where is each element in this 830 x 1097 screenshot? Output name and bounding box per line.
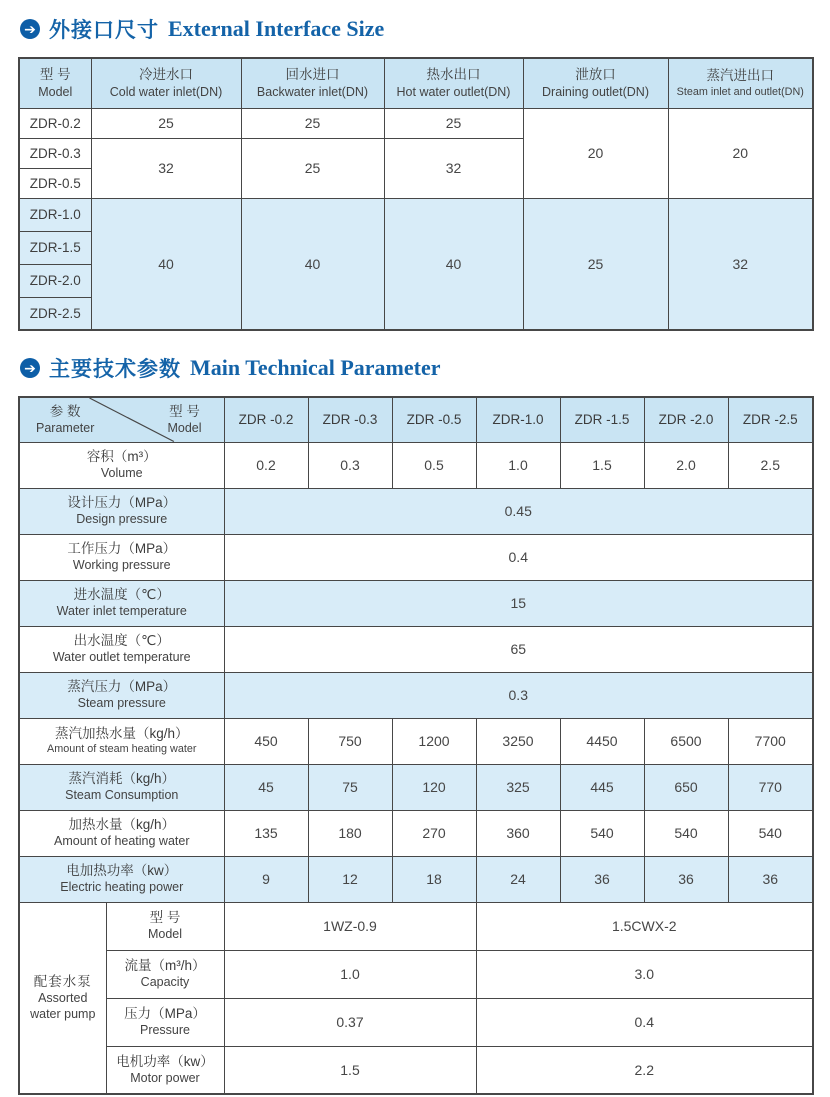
col-header-cold-en: Cold water inlet(DN) — [109, 84, 223, 99]
value-cell: 325 — [476, 764, 560, 810]
value-cell-span: 65 — [224, 626, 813, 672]
value-cell: 24 — [476, 856, 560, 902]
table2-header-row — [19, 397, 813, 442]
col-header-back-en: Backwater inlet(DN) — [256, 84, 369, 99]
row-water-inlet-temperature — [19, 580, 813, 626]
param-label — [19, 580, 224, 626]
section2-title-en: Main Technical Parameter — [190, 355, 441, 380]
row-pump-capacity — [19, 950, 813, 998]
value-cell-span: 15 — [224, 580, 813, 626]
corner-parameter-zh: 参 数 — [49, 404, 81, 419]
value-cell: 36 — [728, 856, 813, 902]
value-cell: 12 — [308, 856, 392, 902]
value-cell: 120 — [392, 764, 476, 810]
param-label-zh: 设计压力（MPa） — [67, 495, 177, 511]
value-cell: 2.0 — [644, 442, 728, 488]
param-label-en: Steam Consumption — [65, 788, 179, 803]
value-cell: 75 — [308, 764, 392, 810]
pump-value-right: 0.4 — [476, 998, 813, 1046]
value-cell: 540 — [728, 810, 813, 856]
param-label — [19, 764, 224, 810]
value-cell: 0.3 — [308, 442, 392, 488]
value-cell: 750 — [308, 718, 392, 764]
section2-title-zh: 主要技术参数 — [49, 358, 181, 381]
model-cell: ZDR-0.3 — [19, 138, 91, 168]
pump-param-zh: 电机功率（kw） — [116, 1053, 214, 1069]
pump-value-left: 1.5 — [224, 1046, 476, 1094]
col-header-back-zh: 回水进口 — [285, 67, 340, 83]
value-cell: 18 — [392, 856, 476, 902]
value-cell: 650 — [644, 764, 728, 810]
pump-value-right: 1.5CWX-2 — [476, 902, 813, 950]
row-pump-pressure — [19, 998, 813, 1046]
pump-param-en: Motor power — [130, 1071, 200, 1086]
arrow-circle-icon: ➔ — [20, 358, 40, 378]
param-label — [19, 534, 224, 580]
col-header-model — [19, 58, 91, 108]
pump-value-right: 2.2 — [476, 1046, 813, 1094]
arrow-circle-icon: ➔ — [20, 19, 40, 39]
model-column-header: ZDR -0.2 — [224, 397, 308, 442]
param-label-en: Water inlet temperature — [56, 604, 187, 619]
cold-inlet-value: 32 — [91, 138, 241, 198]
param-label-zh: 蒸汽消耗（kg/h） — [68, 771, 176, 787]
model-cell: ZDR-1.0 — [19, 198, 91, 231]
corner-model-zh: 型 号 — [169, 404, 200, 419]
param-label-en: Volume — [100, 466, 143, 481]
steam-inlet-outlet-value: 32 — [668, 198, 813, 330]
pump-param-zh: 压力（MPa） — [124, 1006, 206, 1022]
corner-model-en: Model — [167, 421, 202, 436]
row-steam-pressure — [19, 672, 813, 718]
col-header-steam-zh: 蒸汽进出口 — [706, 68, 774, 84]
pump-param-zh: 流量（m³/h） — [124, 958, 206, 974]
param-label — [19, 442, 224, 488]
model-cell: ZDR-1.5 — [19, 231, 91, 264]
row-water-outlet-temperature — [19, 626, 813, 672]
param-label — [19, 810, 224, 856]
pump-group-label — [19, 902, 106, 1094]
value-cell-span: 0.45 — [224, 488, 813, 534]
col-header-steam-en: Steam inlet and outlet(DN) — [676, 85, 804, 98]
col-header-drain-en: Draining outlet(DN) — [542, 84, 649, 99]
model-column-header: ZDR -2.0 — [644, 397, 728, 442]
draining-outlet-value: 20 — [523, 108, 668, 198]
param-label — [19, 488, 224, 534]
row-pump-motor-power — [19, 1046, 813, 1094]
backwater-inlet-value: 25 — [241, 108, 384, 138]
param-label — [19, 856, 224, 902]
cold-inlet-value: 40 — [91, 198, 241, 330]
pump-param-label — [106, 950, 224, 998]
steam-inlet-outlet-value: 20 — [668, 108, 813, 198]
param-label-zh: 蒸汽压力（MPa） — [67, 679, 177, 695]
param-label — [19, 672, 224, 718]
col-header-cold-water-inlet — [91, 58, 241, 108]
pump-param-en: Pressure — [139, 1023, 191, 1038]
value-cell: 3250 — [476, 718, 560, 764]
row-pump-model — [19, 902, 813, 950]
param-label-en: Water outlet temperature — [52, 650, 191, 665]
col-header-hot-water-outlet — [384, 58, 523, 108]
model-cell: ZDR-0.2 — [19, 108, 91, 138]
diagonal-header-cell — [19, 397, 224, 442]
table1-row-zdr-0.2 — [19, 108, 813, 138]
value-cell: 7700 — [728, 718, 813, 764]
pump-param-label — [106, 998, 224, 1046]
value-cell: 270 — [392, 810, 476, 856]
value-cell: 0.5 — [392, 442, 476, 488]
draining-outlet-value: 25 — [523, 198, 668, 330]
col-header-draining-outlet — [523, 58, 668, 108]
value-cell: 6500 — [644, 718, 728, 764]
hot-outlet-value: 32 — [384, 138, 523, 198]
value-cell: 180 — [308, 810, 392, 856]
value-cell-span: 0.4 — [224, 534, 813, 580]
value-cell: 2.5 — [728, 442, 813, 488]
value-cell: 360 — [476, 810, 560, 856]
backwater-inlet-value: 25 — [241, 138, 384, 198]
col-header-model-en: Model — [38, 84, 73, 99]
value-cell: 36 — [560, 856, 644, 902]
row-working-pressure — [19, 534, 813, 580]
value-cell: 0.2 — [224, 442, 308, 488]
value-cell: 4450 — [560, 718, 644, 764]
param-label-en: Steam pressure — [77, 696, 166, 711]
pump-value-left: 0.37 — [224, 998, 476, 1046]
corner-model-label — [167, 403, 201, 437]
pump-value-left: 1.0 — [224, 950, 476, 998]
external-interface-table — [18, 57, 814, 331]
hot-outlet-value: 25 — [384, 108, 523, 138]
row-volume — [19, 442, 813, 488]
row-steam-consumption — [19, 764, 813, 810]
pump-param-label — [106, 902, 224, 950]
param-label-zh: 电加热功率（kw） — [66, 863, 178, 879]
section1-title — [20, 14, 812, 44]
param-label-zh: 出水温度（℃） — [73, 633, 170, 649]
table1-header-row — [19, 58, 813, 108]
col-header-steam-inlet-outlet — [668, 58, 813, 108]
param-label-zh: 进水温度（℃） — [73, 587, 170, 603]
pump-group-en: Assorted water pump — [30, 991, 96, 1021]
value-cell: 540 — [560, 810, 644, 856]
param-label-en: Working pressure — [72, 558, 171, 573]
value-cell: 1200 — [392, 718, 476, 764]
technical-parameter-table — [18, 396, 814, 1095]
pump-group-zh: 配套水泵 — [33, 974, 92, 990]
row-electric-heating-power — [19, 856, 813, 902]
model-cell: ZDR-2.5 — [19, 297, 91, 330]
section1-title-en: External Interface Size — [168, 16, 385, 41]
param-label-zh: 工作压力（MPa） — [67, 541, 177, 557]
col-header-hot-en: Hot water outlet(DN) — [396, 84, 511, 99]
model-column-header: ZDR -2.5 — [728, 397, 813, 442]
value-cell: 135 — [224, 810, 308, 856]
pump-value-right: 3.0 — [476, 950, 813, 998]
param-label-en: Amount of steam heating water — [47, 743, 197, 756]
pump-param-en: Capacity — [140, 975, 190, 990]
row-design-pressure — [19, 488, 813, 534]
param-label — [19, 626, 224, 672]
pump-param-label — [106, 1046, 224, 1094]
row-heating-water — [19, 810, 813, 856]
section2-title — [20, 353, 812, 383]
value-cell: 450 — [224, 718, 308, 764]
model-cell: ZDR-0.5 — [19, 168, 91, 198]
col-header-hot-zh: 热水出口 — [426, 67, 481, 83]
param-label-zh: 蒸汽加热水量（kg/h） — [54, 726, 189, 742]
model-column-header: ZDR-1.0 — [476, 397, 560, 442]
pump-param-en: Model — [147, 927, 183, 942]
corner-parameter-en: Parameter — [36, 421, 95, 436]
model-column-header: ZDR -0.3 — [308, 397, 392, 442]
col-header-model-zh: 型 号 — [39, 67, 71, 83]
value-cell: 445 — [560, 764, 644, 810]
section1-title-zh: 外接口尺寸 — [49, 19, 159, 42]
param-label-en: Design pressure — [76, 512, 168, 527]
model-column-header: ZDR -0.5 — [392, 397, 476, 442]
col-header-cold-zh: 冷进水口 — [139, 67, 193, 83]
table1-row-zdr-1.0 — [19, 198, 813, 231]
value-cell: 1.5 — [560, 442, 644, 488]
value-cell-span: 0.3 — [224, 672, 813, 718]
value-cell: 9 — [224, 856, 308, 902]
row-steam-heating-water — [19, 718, 813, 764]
col-header-drain-zh: 泄放口 — [575, 67, 616, 83]
value-cell: 1.0 — [476, 442, 560, 488]
pump-value-left: 1WZ-0.9 — [224, 902, 476, 950]
param-label-en: Amount of heating water — [54, 834, 190, 849]
backwater-inlet-value: 40 — [241, 198, 384, 330]
value-cell: 45 — [224, 764, 308, 810]
col-header-backwater-inlet — [241, 58, 384, 108]
hot-outlet-value: 40 — [384, 198, 523, 330]
param-label-zh: 加热水量（kg/h） — [68, 817, 176, 833]
model-column-header: ZDR -1.5 — [560, 397, 644, 442]
param-label-en: Electric heating power — [60, 880, 184, 895]
param-label — [19, 718, 224, 764]
pump-param-zh: 型 号 — [149, 910, 181, 926]
value-cell: 770 — [728, 764, 813, 810]
value-cell: 540 — [644, 810, 728, 856]
cold-inlet-value: 25 — [91, 108, 241, 138]
model-cell: ZDR-2.0 — [19, 264, 91, 297]
value-cell: 36 — [644, 856, 728, 902]
param-label-zh: 容积（m³） — [86, 449, 157, 465]
corner-parameter-label — [36, 403, 94, 437]
